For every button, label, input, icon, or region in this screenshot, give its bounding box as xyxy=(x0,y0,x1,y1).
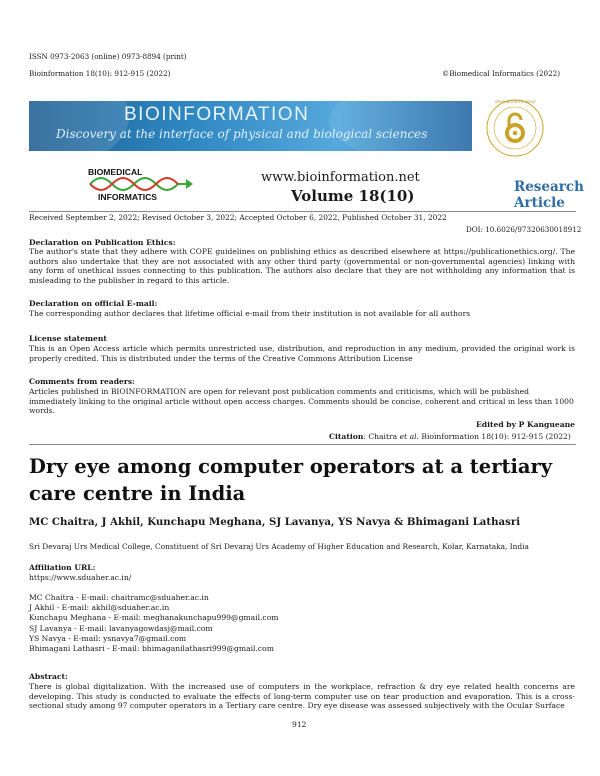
email-declaration-body: The corresponding author declares that lifetime official e-mail from their institution is not available for all authors xyxy=(29,309,471,318)
affiliation-url-label: Affiliation URL: xyxy=(29,563,96,572)
journal-citation-line: Bioinformation 18(10): 912-915 (2022) xyxy=(29,69,171,78)
article-type: Research Article xyxy=(514,179,584,211)
citation-etal: et al. xyxy=(399,432,419,441)
affiliation: Sri Devaraj Urs Medical College, Constituent of Sri Devaraj Urs Academy of Higher Education and Research, Kolar, Karnataka, India xyxy=(29,542,529,551)
license-body: This is an Open Access article which permits unrestricted use, distribution, and reproduction in any medium, provided the original work is properly credited. This is distributed under the terms of the Creative Commons Attribution License xyxy=(29,344,575,363)
copyright-line: ©Biomedical Informatics (2022) xyxy=(442,69,561,78)
author-list: MC Chaitra, J Akhil, Kunchapu Meghana, SJ Lavanya, YS Navya & Bhimagani Lathasri xyxy=(29,516,521,528)
article-dates: Received September 2, 2022; Revised October 3, 2022; Accepted October 6, 2022, Published October 31, 2022 xyxy=(29,213,447,222)
abstract-heading: Abstract: xyxy=(29,672,68,681)
page-number: 912 xyxy=(292,720,307,729)
journal-banner xyxy=(29,101,472,151)
logo-line-2: INFORMATICS xyxy=(98,192,158,202)
banner-tagline: Discovery at the interface of physical and biological sciences xyxy=(56,127,428,141)
citation-ref: Bioinformation 18(10): 912-915 (2022) xyxy=(421,432,571,441)
banner-decoration xyxy=(29,101,129,151)
author-email-list xyxy=(29,593,278,654)
edited-by: Edited by P Kangueane xyxy=(476,420,575,429)
oa-ring-text: OPEN ACCESS GOLD xyxy=(494,99,536,104)
comments-body: Articles published in BIOINFORMATION are open for relevant post publication comments and criticisms, which will be published immediately linking to the original article without open access charges. Comments should be concise, coherent and critical in less than 1000 words. xyxy=(29,387,574,416)
email-declaration-heading: Declaration on official E-mail: xyxy=(29,299,158,308)
license-heading: License statement xyxy=(29,334,107,343)
divider xyxy=(29,444,576,445)
biomedical-informatics-logo xyxy=(88,167,198,207)
journal-volume: Volume 18(10) xyxy=(291,187,415,205)
author-email: J Akhil - E-mail: akhil@sduaher.ac.in xyxy=(29,603,170,613)
affiliation-url[interactable]: https://www.sduaher.ac.in/ xyxy=(29,573,132,582)
author-email: MC Chaitra - E-mail: chaitramc@sduaher.ac.in xyxy=(29,593,209,602)
issn-line: ISSN 0973-2063 (online) 0973-8894 (print) xyxy=(29,52,187,61)
dna-helix-icon xyxy=(88,176,193,192)
citation-author: Chaitra xyxy=(368,432,398,441)
abstract-text: There is global digitalization. With the increased use of computers in the workplace, refraction & dry eye related health concerns are developing. This study is conducted to evaluate the effects of long-term computer use on tear production and evaporation. This is a cross-sectional study among 97 computer operators in a Tertiary care centre. Dry eye disease was assessed subjectively with the Ocular Surface xyxy=(29,682,575,711)
banner-decoration xyxy=(329,101,472,151)
ethics-heading: Declaration on Publication Ethics: xyxy=(29,238,176,247)
author-email: Bhimagani Lathasri - E-mail: bhimaganilathasri999@gmail.com xyxy=(29,644,274,654)
open-access-icon xyxy=(478,96,552,160)
open-access-badge xyxy=(478,96,552,160)
author-email: Kunchapu Meghana - E-mail: meghanakunchapu999@gmail.com xyxy=(29,613,279,623)
article-title: Dry eye among computer operators at a tertiary care centre in India xyxy=(29,455,553,505)
author-email: SJ Lavanya - E-mail: lavanyagowdasj@mail.com xyxy=(29,623,213,633)
divider xyxy=(29,211,576,212)
journal-website[interactable]: www.bioinformation.net xyxy=(261,170,420,185)
ethics-body: The author's state that they adhere with COPE guidelines on publishing ethics as described elsewhere at https://publicationethics.org/. The authors also undertake that they are not associated with any other third party (governmental or non-governmental agencies) linking with any form of unethical issues connecting to this publication. The authors also declare that they are not withholding any information that is misleading to the publisher in regard to this article. xyxy=(29,247,575,285)
citation-line: Citation: Chaitra et al. Bioinformation 18(10): 912-915 (2022) xyxy=(329,432,571,441)
comments-heading: Comments from readers: xyxy=(29,377,135,386)
author-email: YS Navya - E-mail: ysnavya7@gmail.com xyxy=(29,633,187,643)
logo-line-1: BIOMEDICAL xyxy=(88,167,143,177)
doi[interactable]: DOI: 10.6026/97320630018912 xyxy=(466,225,582,234)
banner-title: BIOINFORMATION xyxy=(124,104,310,125)
citation-label: Citation xyxy=(329,432,364,441)
